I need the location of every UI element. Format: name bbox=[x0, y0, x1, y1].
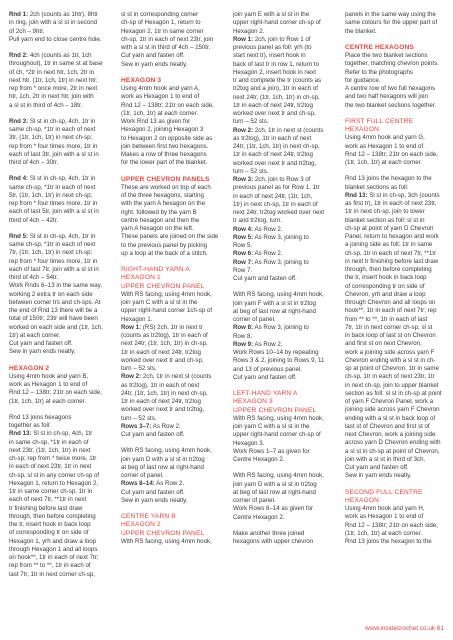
section-heading: LEFT-HAND YARN A HEXAGON 3 UPPER CHEVRON PANEL bbox=[233, 390, 317, 414]
section-heading: SECOND FULL CENTRE HEXAGON bbox=[345, 488, 423, 504]
instruction-paragraph: Using 4mm hook and yarn G, work as Hexagon 1 to end of Rnd 12 – 138tr; 21tr on each side, (1tr, 1ch, 1tr) at each corner. bbox=[345, 134, 438, 166]
instruction-paragraph: Rnd 13 joins the hexagon to the blanket sections as foll: Rnd 13: Sl st in ch-sp, 3ch (counts as first tr), 1tr in each of next 23tr, 1tr in next ch-sp, join to lower blanket section as foll: sl st in ch-sp at point of yarn D Chevron Panel, return to hexagon and work a joining side as foll: 1tr in same ch-sp, 1tr in each of next 7tr, **1tr in next tr finishing before last draw through, then before completing the tr, insert hook in back loop of corresponding tr on side of Chevron, yrh and draw a loop through Chevron and all loops on hook**, 1tr in each of next 7tr; rep from ** to **, 1tr in each of last 7tr, 1tr in next corner ch-sp, sl st in back loop of last st on Chevron and first st on next Chevron, work a joining side across yarn F Chevron ending with a sl st in ch- sp at point of Chevron, 1tr in same ch-sp, 1tr in each of next 23tr, 1tr in next ch-sp, join to upper blanket section as foll: sl st in ch-sp at point of yarn F Chevron Panel, work a joining side across yarn F Chevron ending with a sl st in back loop of last st of Chevron and first st of next Chevron, work a joining side across yarn D Chevron ending with a sl st in ch-sp at point of Chevron, join with a sl st in third of 3ch. Cut yarn and fasten off. Sew in yarn ends neatly. bbox=[345, 175, 442, 480]
instruction-paragraph: Place the two blanket sections together, matching chevron points. Refer to the photographs for guidance. A centre row of two full hexagons and two half hexagons will join the two blanket sections together. bbox=[345, 52, 439, 109]
footer-website: www.insidecrochet.co.uk bbox=[365, 625, 436, 632]
section-heading: RIGHT-HAND YARN A HEXAGON 1 UPPER CHEVRON PANEL bbox=[121, 266, 205, 290]
section-heading: HEXAGON 3 bbox=[121, 76, 162, 84]
instruction-paragraph: With RS facing, using 4mm hook, join yarn C with a sl st in the upper right-hand corner 1ch-sp of Hexagon 1. Row 1: (RS) 2ch, 1tr in next tr (counts as tr2tog), 1tr in each of next 24tr, (1tr, 1ch, 1tr) in ch-sp, 1tr in each of next 24tr, tr2tog worked over next tr and ch-sp, turn – 52 sts. Row 2: 2ch, 1tr in next st (counts as tr2tog), 1tr in each of next 24tr, (1tr, 1ch, 1tr) in next ch-sp, 1tr in each of next 24tr, tr2tog worked over next tr and tr2tog, turn – 52 sts. Rows 3–7: As Row 2. Cut yarn and fasten off. bbox=[121, 290, 213, 438]
instruction-paragraph: With RS facing, using 4mm hook, bbox=[121, 537, 212, 545]
instruction-paragraph: Rnd 2: 4ch (counts as 1tr, 1ch throughout), 1tr in same st at base of ch, *2tr in next htr, 1ch, 2tr in next htr, (1tr, 1ch, 1tr) in next htr; rep from * once more, 2tr in next htr, 1ch, 2tr in next htr, join with a sl st in third of 4ch – 18tr. bbox=[9, 52, 103, 109]
column-4 bbox=[345, 11, 447, 616]
text-columns bbox=[9, 11, 447, 616]
instruction-paragraph: Using 4mm hook and yarn H, work as Hexagon 1 to end of Rnd 12 – 138tr; 21tr on each side, (1tr, 1ch, 1tr) at each corner. Rnd 13 joins the hexagon to the bbox=[345, 505, 438, 545]
instruction-paragraph: sl st in corresponding corner ch-sp of Hexagon 1, return to Hexagon 2, 1tr in same corner ch-sp, 1tr in each of next 23tr, join with a sl st in third of 4ch – 150tr. Cut yarn and fasten off. Sew in yarn ends neatly. bbox=[121, 11, 214, 68]
section-heading: HEXAGON 2 bbox=[9, 364, 50, 372]
instruction-paragraph: Rnd 4: Sl st in ch-sp, 4ch, 1tr in same ch-sp, *1tr in each of next 5tr, (1tr, 1ch, 1tr) in next ch-sp; rep from * four times more, 1tr in each of last 5tr, join with a sl st in third of 4ch – 42tr. bbox=[9, 175, 99, 224]
instruction-paragraph: Make another three joined hexagons with upper chevron bbox=[233, 529, 314, 545]
column-3 bbox=[233, 11, 335, 616]
instruction-paragraph: Using 4mm hook and yarn A, work as Hexagon 1 to end of Rnd 12 – 138tr; 21tr on each side, (1tr, 1ch, 1tr) at each corner. Work Rnd 13 as given for Hexagon 2, joining Hexagon 3 to Hexagon 2 on opposite side as join between first two hexagons. Makes a row of three hexagons for the lower part of the blanket. bbox=[121, 85, 214, 167]
instruction-paragraph: With RS facing, using 4mm hook, join yarn F with a sl st in tr2tog at beg of last row at right-hand corner of panel. Row 8: As Row 3, joining to Row 8. Row 9: As Row 2. Work Rows 10–14 by repeating Rows 3 & 2, joining to Rows 9, 11 and 13 of previous panel. Cut yarn and fasten off. bbox=[233, 291, 325, 381]
instruction-paragraph: Using 4mm hook and yarn B, work as Hexagon 1 to end of Rnd 12 – 138tr; 21tr on each side, (1tr, 1ch, 1tr) at each corner. bbox=[9, 372, 102, 405]
section-heading: CENTRE YARN B HEXAGON 2 UPPER CHEVRON PANEL bbox=[121, 513, 205, 537]
instruction-paragraph: With RS facing, using 4mm hook, join yarn D with a sl st in tr2tog at beg of last row at right-hand corner of panel. Work Rows 8–14 as given for Centre Hexagon 2. bbox=[233, 472, 324, 521]
instruction-paragraph: join yarn E with a sl st in the upper right-hand corner ch-sp of Hexagon 2. Row 1: 2ch, join to Row 1 of previous panel as foll: yrh (to start next tr), insert hook in back of last tr in row 1, return to Hexagon 2, insert hook in next tr and complete the tr (counts as tr2tog and a join), 1tr in each of next 24tr, (1tr, 1ch, 1tr) in ch-sp, 1tr in each of next 24tr, tr2tog worked over next tr and ch-sp, turn – 52 sts. Row 2: 2ch, 1tr in next st (counts as tr2tog), 1tr in each of next 24tr, (1tr, 1ch, 1tr) in next ch-sp, 1tr in each of next 24tr, tr2tog worked over next tr and tr2tog, turn – 52 sts. Row 3: 2ch, join to Row 3 of previous panel as for Row 1, 1tr in each of next 24tr, (1tr, 1ch, 1tr) in next ch-sp, 1tr in each of next 24tr, tr2tog worked over next tr and tr2tog, turn. Row 4: As Row 2. Row 5: As Row 3, joining to Row 5. Row 6: As Row 2. Row 7: As Row 3, joining to Row 7. Cut yarn and fasten off. bbox=[233, 11, 325, 282]
section-heading: UPPER CHEVRON PANELS bbox=[121, 175, 210, 183]
instruction-paragraph: With RS facing, using 4mm hook, join yarn D with a sl st in tr2tog at beg of last row at right-hand corner of panel. Rows 8–14: As Row 2. Cut yarn and fasten off. Sew in yarn ends neatly. bbox=[121, 447, 212, 504]
section-heading: CENTRE HEXAGONS bbox=[345, 43, 414, 51]
column-1 bbox=[9, 11, 111, 616]
instruction-paragraph: These are worked on top of each of the three hexagons, starting with the yarn A hexagon on the right, followed by the yarn B centre hexagon and then the yarn A hexagon on the left. These panels are joined on the side to the previous panel by picking up a loop at the back of a stitch. bbox=[121, 183, 219, 257]
instruction-paragraph: With RS facing, using 4mm hook, join yarn C with a sl st in the upper right-hand corner ch-sp of Hexagon 3. Work Rows 1–7 as given for Centre Hexagon 2. bbox=[233, 414, 324, 463]
section-heading: FIRST FULL CENTRE HEXAGON bbox=[345, 117, 414, 133]
column-2 bbox=[121, 11, 223, 616]
instruction-paragraph: Rnd 1: 2ch (counts as 1htr), 8htr in ring, join with a sl st in second of 2ch – 9htr. Pull yarn end to close centre hole. bbox=[9, 11, 102, 43]
instruction-paragraph: Rnd 13 joins hexagons together as foll: Rnd 13: Sl st in ch-sp, 4ch, 1tr in same ch-sp, *1tr in each of next 23tr, (1tr, 1ch, 1tr) in next ch-sp; rep from * twice more, 1tr in each of next 23tr, 1tr in next ch-sp, sl st in any corner ch-sp of Hexagon 1, return to Hexagon 2, 1tr in same corner ch-sp, 1tr in each of next 7tr, **1tr in next tr finishing before last draw through, then before completing the tr, insert hook in back loop of corresponding tr on side of Hexagon 1, yrh and draw a loop through Hexagon 1 and all loops on hook**, 1tr in each of next 7tr; rep from ** to **, 1tr in each of last 7tr, 1tr in next corner ch-sp, bbox=[9, 413, 100, 578]
page-number: 61 bbox=[436, 625, 444, 632]
instruction-paragraph: panels in the same way using the same colours for the upper part of the blanket. bbox=[345, 11, 438, 35]
instruction-paragraph: Rnd 3: Sl st in ch-sp, 4ch, 1tr in same ch-sp, *1tr in each of next 3tr, (1tr, 1ch, 1tr) in next ch-sp; rep from * four times more, 1tr in each of last 3tr, join with a sl st in third of 4ch – 30tr. bbox=[9, 117, 99, 166]
page-footer bbox=[365, 625, 444, 632]
instruction-paragraph: Rnd 5: Sl st in ch-sp, 4ch, 1tr in same ch-sp, *1tr in each of next 7tr, (1tr, 1ch, 1tr) in next ch-sp; rep from * four times more, 1tr in each of last 7tr, join with a sl st in third of 4ch – 54tr. Work Rnds 6–13 in the same way, working 2 extra tr on each side between corner trs and ch-sps. At the end of Rnd 13 there will be a total of 150tr; 23tr will have been worked on each side and (1tr, 1ch, 1tr) at each corner. Cut yarn and fasten off. Sew in yarn ends neatly. bbox=[9, 232, 103, 356]
